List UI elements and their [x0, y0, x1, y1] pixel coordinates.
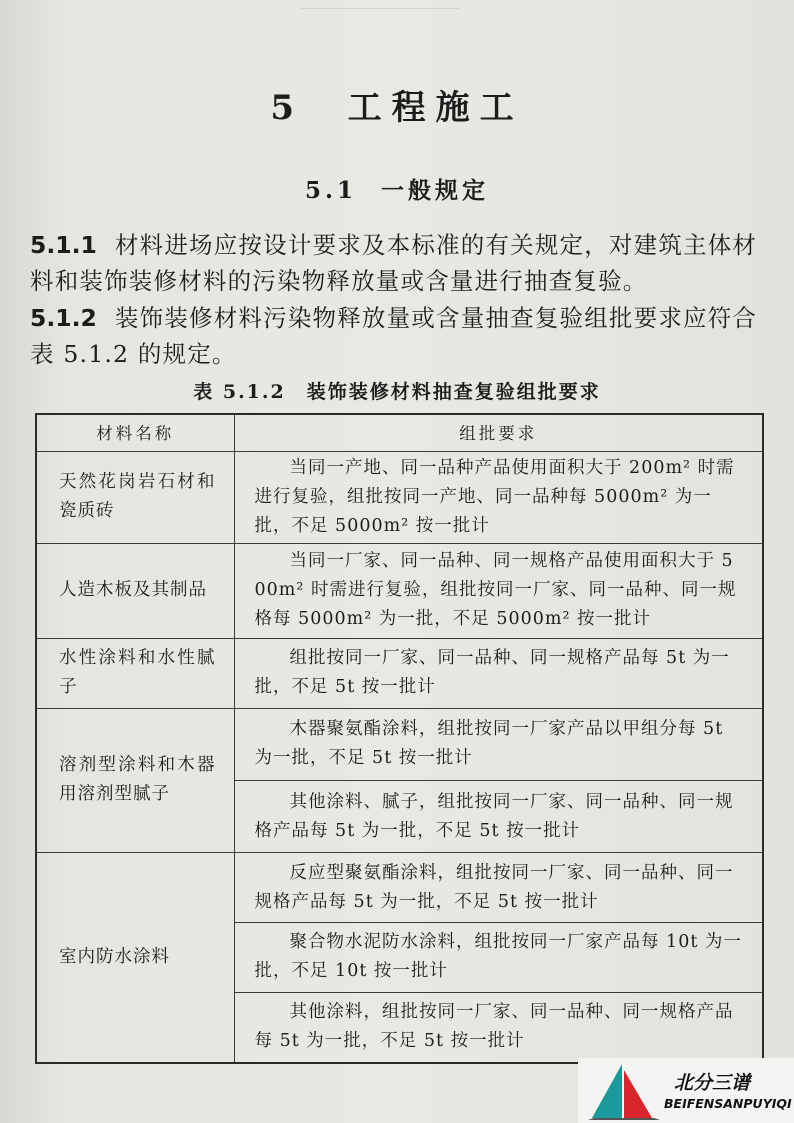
mountain-logo-icon [584, 1062, 664, 1120]
section-number: 5.1 [304, 177, 357, 204]
requirement-cell: 当同一产地、同一品种产品使用面积大于 200m² 时需进行复验，组批按同一产地、同一品种每 5000m² 为一批，不足 5000m² 按一批计 [234, 452, 763, 544]
bleed-through-header [300, 8, 460, 25]
table-row [36, 638, 763, 708]
material-cell: 溶剂型涂料和木器用溶剂型腻子 [36, 708, 234, 852]
requirement-cell: 其他涂料、腻子，组批按同一厂家、同一品种、同一规格产品每 5t 为一批，不足 5t 按一批计 [234, 780, 763, 852]
material-cell: 室内防水涂料 [36, 853, 234, 1063]
header-material: 材料名称 [36, 414, 234, 452]
requirement-cell: 组批按同一厂家、同一品种、同一规格产品每 5t 为一批，不足 5t 按一批计 [234, 638, 763, 708]
watermark-logo [578, 1058, 794, 1123]
clause-5-1-1 [30, 227, 765, 299]
clause-text: 装饰装修材料污染物释放量或含量抽查复验组批要求应符合表 5.1.2 的规定。 [30, 304, 758, 368]
requirement-cell: 反应型聚氨酯涂料，组批按同一厂家、同一品种、同一规格产品每 5t 为一批，不足 5t 按一批计 [234, 853, 763, 923]
requirement-cell: 木器聚氨酯涂料，组批按同一厂家产品以甲组分每 5t 为一批，不足 5t 按一批计 [234, 708, 763, 780]
table-row [36, 853, 763, 923]
section-title-text: 一般规定 [381, 177, 490, 204]
material-cell: 人造木板及其制品 [36, 543, 234, 638]
table-row [36, 543, 763, 638]
chapter-title [0, 80, 794, 129]
clause-number: 5.1.2 [30, 304, 97, 332]
material-cell: 天然花岗岩石材和瓷质砖 [36, 452, 234, 544]
table-header-row [36, 414, 763, 452]
batch-requirements-table [35, 413, 764, 1064]
requirement-cell: 其他涂料，组批按同一厂家、同一品种、同一规格产品每 5t 为一批，不足 5t 按一批计 [234, 992, 763, 1063]
header-requirements: 组批要求 [234, 414, 763, 452]
table-caption: 表 5.1.2 装饰装修材料抽查复验组批要求 [193, 381, 601, 403]
clause-5-1-2 [30, 300, 765, 372]
chapter-title-text: 工程施工 [347, 88, 524, 128]
requirement-cell: 聚合物水泥防水涂料，组批按同一厂家产品每 10t 为一批，不足 10t 按一批计 [234, 923, 763, 993]
logo-name-en: BEIFENSANPUYIQI [664, 1096, 792, 1111]
section-title [0, 172, 794, 205]
clause-number: 5.1.1 [30, 231, 97, 259]
table-row [36, 452, 763, 544]
requirement-cell: 当同一厂家、同一品种、同一规格产品使用面积大于 500m² 时需进行复验，组批按同一厂家、同一品种、同一规格每 5000m² 为一批，不足 5000m² 按一批计 [234, 543, 763, 638]
material-cell: 水性涂料和水性腻子 [36, 638, 234, 708]
clause-text: 材料进场应按设计要求及本标准的有关规定，对建筑主体材料和装饰装修材料的污染物释放量或含量进行抽查复验。 [30, 231, 758, 295]
logo-name-cn: 北分三谱 [674, 1072, 751, 1094]
table-row [36, 708, 763, 780]
chapter-number: 5 [270, 88, 304, 128]
